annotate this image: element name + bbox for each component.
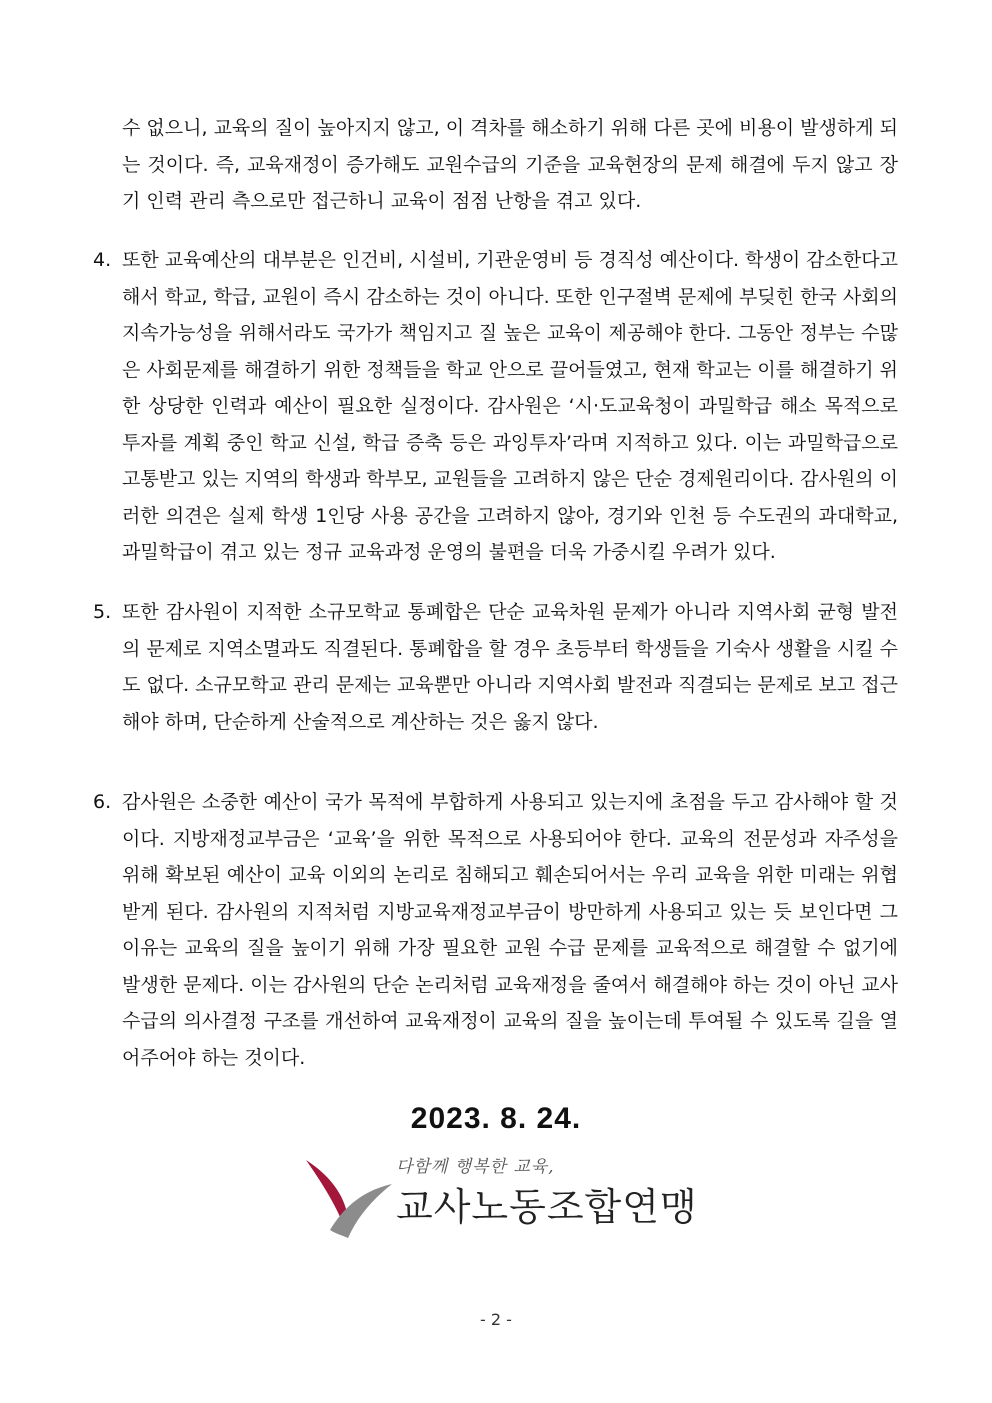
leaf-emblem-icon — [300, 1150, 400, 1240]
logo-slogan: 다함께 행복한 교육, — [396, 1157, 555, 1177]
logo-organization-name: 교사노동조합연맹 — [396, 1185, 698, 1229]
continuation-paragraph: 수 없으니, 교육의 질이 높아지지 않고, 이 격차를 해소하기 위해 다른 곳에 비용이 발생하게 되는 것이다. 즉, 교육재정이 증가해도 교원수급의 기준을 교육현장의 문제 해결에 두지 않고 장기 인력 관리 측으로만 접근하니 교육이 점점 난항을 겪고 있다. — [122, 117, 898, 212]
page-number: - 2 - — [480, 1310, 512, 1329]
item-number: 6. — [93, 791, 112, 813]
numbered-item-4 — [93, 242, 898, 571]
item-text: 감사원은 소중한 예산이 국가 목적에 부합하게 사용되고 있는지에 초점을 두고 감사해야 할 것이다. 지방재정교부금은 ‘교육’을 위한 목적으로 사용되어야 한다. 교육의 전문성과 자주성을 위해 확보된 예산이 교육 이외의 논리로 침해되고 훼손되어서는 우리 교육을 위한 미래는 위협받게 된다. 감사원의 지적처럼 지방교육재정교부금이 방만하게 사용되고 있는 듯 보인다면 그 이유는 교육의 질을 높이기 위해 가장 필요한 교원 수급 문제를 교육적으로 해결할 수 없기에 발생한 문제다. 이는 감사원의 단순 논리처럼 교육재정을 줄여서 해결해야 하는 것이 아닌 교사 수급의 의사결정 구조를 개선하여 교육재정이 교육의 질을 높이는데 투여될 수 있도록 길을 열어주어야 하는 것이다. — [122, 791, 898, 1069]
union-logo — [300, 1150, 720, 1240]
item-number: 5. — [93, 601, 112, 623]
numbered-item-5 — [93, 594, 898, 740]
document-date: 2023. 8. 24. — [410, 1102, 582, 1135]
item-text: 또한 감사원이 지적한 소규모학교 통폐합은 단순 교육차원 문제가 아니라 지역사회 균형 발전의 문제로 지역소멸과도 직결된다. 통폐합을 할 경우 초등부터 학생들을 기숙사 생활을 시킬 수도 없다. 소규모학교 관리 문제는 교육뿐만 아니라 지역사회 발전과 직결되는 문제로 보고 접근해야 하며, 단순하게 산술적으로 계산하는 것은 옳지 않다. — [122, 601, 898, 733]
numbered-item-6 — [93, 784, 898, 1076]
item-number: 4. — [93, 249, 112, 271]
item-text: 또한 교육예산의 대부분은 인건비, 시설비, 기관운영비 등 경직성 예산이다. 학생이 감소한다고 해서 학교, 학급, 교원이 즉시 감소하는 것이 아니다. 또한 인구절벽 문제에 부딪힌 한국 사회의 지속가능성을 위해서라도 국가가 책임지고 질 높은 교육이 제공해야 한다. 그동안 정부는 수많은 사회문제를 해결하기 위한 정책들을 학교 안으로 끌어들였고, 현재 학교는 이를 해결하기 위한 상당한 인력과 예산이 필요한 실정이다. 감사원은 ‘시·도교육청이 과밀학급 해소 목적으로 투자를 계획 중인 학교 신설, 학급 증축 등은 과잉투자’라며 지적하고 있다. 이는 과밀학급으로 고통받고 있는 지역의 학생과 학부모, 교원들을 고려하지 않은 단순 경제원리이다. 감사원의 이러한 의견은 실제 학생 1인당 사용 공간을 고려하지 않아, 경기와 인천 등 수도권의 과대학교, 과밀학급이 겪고 있는 정규 교육과정 운영의 불편을 더욱 가중시킬 우려가 있다. — [122, 249, 898, 563]
